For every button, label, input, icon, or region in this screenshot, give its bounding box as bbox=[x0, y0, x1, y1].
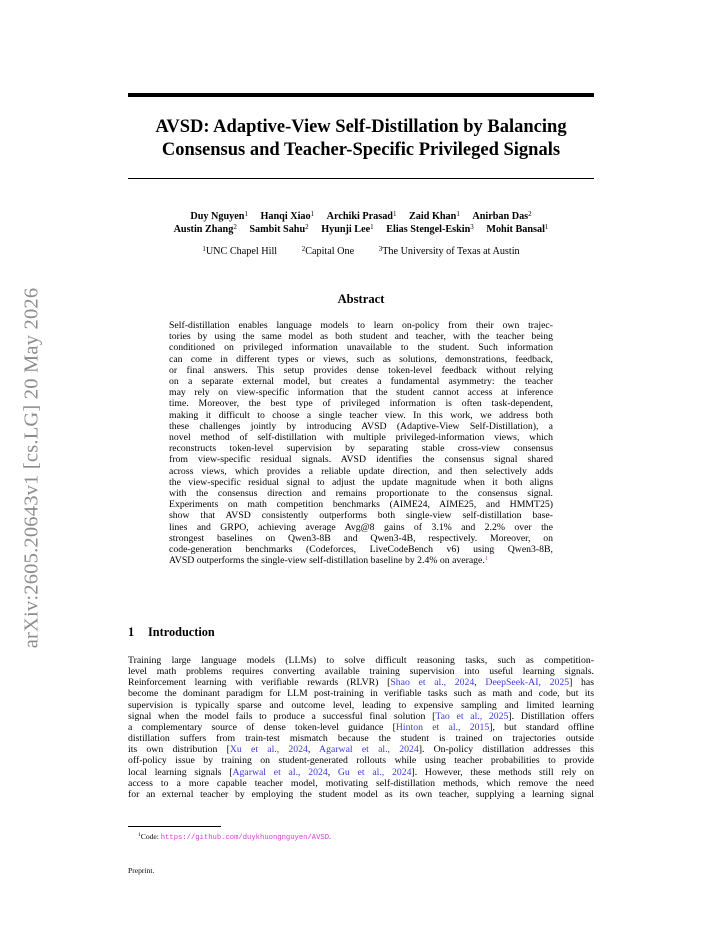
intro-line: signal when the model fails to produce a successful final solution [Tao et al., 2025]. Distillation offers bbox=[128, 710, 594, 722]
code-link[interactable]: https://github.com/duykhuongnguyen/AVSD bbox=[160, 834, 330, 842]
title-line: AVSD: Adaptive-View Self-Distillation by Balancing bbox=[155, 117, 567, 137]
author-row bbox=[128, 224, 594, 237]
abstract-line: time. Moreover, the best type of privileged information is often task-dependent, bbox=[169, 398, 553, 410]
title-line: Consensus and Teacher-Specific Privileged Signals bbox=[161, 140, 561, 160]
intro-line: become the dominant paradigm for LLM post-training in verifiable tasks such as math and code, but its bbox=[128, 688, 594, 700]
abstract-line: tories by using the same model as both student and teacher, with the teacher being bbox=[169, 331, 553, 343]
abstract-line: these challenges jointly by introducing AVSD (Adaptive-View Self-Distillation), a bbox=[169, 420, 553, 432]
author: Archiki Prasad$^1$ bbox=[326, 210, 397, 222]
preprint-label: Preprint. bbox=[128, 866, 155, 875]
abstract-line: across views, which provides a reliable update direction, and then selectively adds bbox=[169, 465, 553, 477]
citation-link[interactable]: DeepSeek-AI, 2025 bbox=[485, 677, 570, 689]
citation-link[interactable]: Tao et al., 2025 bbox=[435, 710, 509, 722]
abstract-line: can come in different types or views, such as solutions, demonstrations, feedback, bbox=[169, 353, 553, 365]
footnote-rule bbox=[128, 826, 221, 827]
footnote-marker[interactable]: 1 bbox=[484, 555, 489, 563]
abstract-line: from view-specific residual signals. AVSD identifies the consensus signal shared bbox=[169, 454, 553, 466]
abstract-line: conditioned on privileged information unavailable to the student. Such information bbox=[169, 342, 553, 354]
arxiv-identifier: arXiv:2605.20643v1 [cs.LG] 20 May 2026 bbox=[20, 287, 43, 649]
citation-link[interactable]: Gu et al., 2024 bbox=[337, 766, 412, 778]
abstract-line: reconstructs token-level supervision by separating stable cross-view consensus bbox=[169, 443, 553, 455]
abstract-line: on a separate external model, but creates a fundamental asymmetry: the teacher bbox=[169, 376, 553, 388]
section-title: Introduction bbox=[148, 625, 215, 639]
intro-line: distillation suffers from train-test mismatch because the student is trained on trajectories outside bbox=[128, 733, 594, 745]
title-bottom-rule bbox=[128, 178, 594, 179]
affiliation: $^1$UNC Chapel Hill bbox=[202, 245, 278, 257]
citation-link[interactable]: Shao et al., 2024 bbox=[390, 677, 475, 689]
affiliation: $^2$Capital One bbox=[301, 245, 355, 257]
author: Anirban Das$^2$ bbox=[472, 210, 532, 222]
intro-line: off-policy issue by training on student-generated rollouts while using teacher probabilities to provide bbox=[128, 755, 594, 767]
abstract-line: or final answers. This setup provides dense token-level feedback without relying bbox=[169, 364, 553, 376]
citation-link[interactable]: Xu et al., 2024 bbox=[229, 744, 308, 756]
abstract-line: strongest baselines on Qwen3-8B and Qwen3-4B, respectively. Moreover, on bbox=[169, 532, 553, 544]
arxiv-identifier-sidebar bbox=[20, 258, 44, 678]
title-top-rule bbox=[128, 93, 594, 97]
intro-line: its own distribution [Xu et al., 2024, Agarwal et al., 2024]. On-policy distillation addresses this bbox=[128, 744, 594, 756]
intro-line: Reinforcement learning with verifiable rewards (RLVR) [Shao et al., 2024, DeepSeek-AI, 2025] has bbox=[128, 677, 594, 689]
paper-title bbox=[128, 116, 594, 162]
abstract-line: the view-specific residual signal to adjust the update magnitude when it both aligns bbox=[169, 476, 553, 488]
citation-link[interactable]: Hinton et al., 2015 bbox=[395, 721, 490, 733]
author: Duy Nguyen$^1$ bbox=[190, 210, 248, 222]
abstract-line: making it difficult to choose a single teacher view. In this work, we address both bbox=[169, 409, 553, 421]
abstract-line: with the consensus direction and remains proportionate to the consensus signal. bbox=[169, 488, 553, 500]
citation-link[interactable]: Agarwal et al., 2024 bbox=[319, 744, 419, 756]
introduction-body bbox=[128, 655, 594, 800]
author: Austin Zhang$^2$ bbox=[173, 222, 237, 235]
author: Mohit Bansal$^1$ bbox=[486, 222, 549, 235]
citation-link[interactable]: Agarwal et al., 2024 bbox=[232, 766, 328, 778]
abstract-line: code-generation benchmarks (Codeforces, LiveCodeBench v6) using Qwen3-8B, bbox=[169, 544, 553, 556]
abstract-line: Experiments on math competition benchmarks (AIME24, AIME25, and HMMT25) bbox=[169, 499, 553, 511]
author: Elias Stengel-Eskin$^3$ bbox=[386, 222, 474, 235]
intro-line: supervision is typically sparse and outcome level, leading to expensive sampling and limited learning bbox=[128, 699, 594, 711]
abstract-line: may rely on view-specific information that the student cannot access at inference bbox=[169, 387, 553, 399]
author: Hanqi Xiao$^1$ bbox=[260, 210, 315, 222]
abstract-body bbox=[169, 320, 553, 566]
abstract-line: novel method of self-distillation with multiple privileged-information views, which bbox=[169, 432, 553, 444]
code-footnote: $^1$Code: https://github.com/duykhuongnguyen/AVSD. bbox=[138, 832, 331, 842]
affiliations bbox=[128, 246, 594, 258]
intro-line: for an external teacher by employing the student model as its own teacher, supplying a learning signal bbox=[128, 788, 594, 800]
footnote-label: Code: bbox=[140, 832, 161, 841]
author: Hyunji Lee$^1$ bbox=[321, 222, 374, 235]
intro-line: Training large language models (LLMs) to solve difficult reasoning tasks, such as competition- bbox=[128, 655, 594, 666]
author-row bbox=[128, 211, 594, 224]
affiliation: $^3$The University of Texas at Austin bbox=[378, 245, 520, 257]
abstract-line: Self-distillation enables language models to learn on-policy from their own trajec- bbox=[169, 320, 553, 331]
abstract-line: AVSD outperforms the single-view self-distillation baseline by 2.4% on average.$^1$ bbox=[169, 555, 489, 567]
section-number: 1 bbox=[128, 625, 135, 639]
intro-line: access to a more capable teacher model, motivating self-distillation methods, which remove the need bbox=[128, 777, 594, 789]
author: Zaid Khan$^1$ bbox=[409, 210, 460, 222]
intro-line: level math problems requires converting available training supervision into useful learning signals. bbox=[128, 666, 594, 678]
section-heading bbox=[128, 625, 215, 640]
intro-line: local learning signals [Agarwal et al., 2024, Gu et al., 2024]. However, these methods still rely on bbox=[128, 766, 595, 778]
author: Sambit Sahu$^2$ bbox=[249, 222, 309, 235]
abstract-line: lines and GRPO, achieving average Avg@8 gains of 3.1% and 2.2% over the bbox=[169, 521, 553, 533]
intro-line: a complementary source of dense token-level guidance [Hinton et al., 2015], but standard offline bbox=[128, 721, 594, 733]
abstract-line: show that AVSD consistently outperforms both single-view self-distillation base- bbox=[169, 510, 553, 522]
abstract-heading: Abstract bbox=[337, 292, 385, 306]
author-list bbox=[128, 211, 594, 236]
footnote-mark: 1 bbox=[138, 832, 141, 838]
